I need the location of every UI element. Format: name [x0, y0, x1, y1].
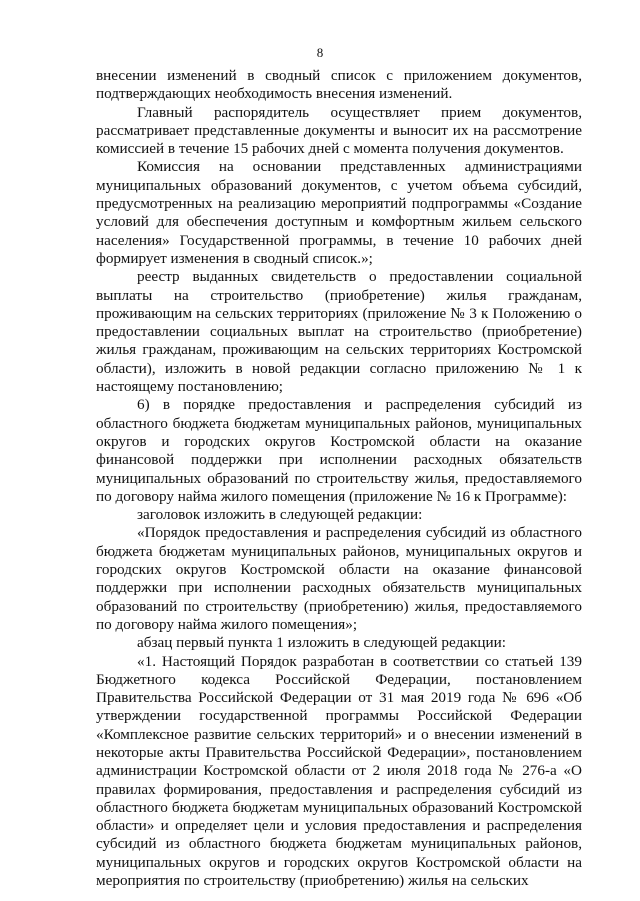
document-body [96, 67, 582, 890]
paragraph: внесении изменений в сводный список с приложением документов, подтверждающих необходимость внесения изменений. [96, 67, 582, 103]
paragraph: Комиссия на основании представленных администрациями муниципальных образований документов, с учетом объема субсидий, предусмотренных на реализацию мероприятий подпрограммы «Создание условий для обеспечения доступным и комфортным жильем сельского населения» Государственной программы, в течение 10 рабочих дней формирует изменения в сводный список.»; [96, 158, 582, 267]
paragraph: реестр выданных свидетельств о предоставлении социальной выплаты на строительство (приобретение) жилья гражданам, проживающим на сельских территориях (приложение № 3 к Положению о предоставлении социальных выплат на строительство (приобретение) жилья гражданам, проживающим на сельских территориях Костромской области), изложить в новой редакции согласно приложению № 1 к настоящему постановлению; [96, 268, 582, 396]
paragraph: «Порядок предоставления и распределения субсидий из областного бюджета бюджетам муниципальных районов, муниципальных округов и городских округов Костромской области на оказание финансовой поддержки при исполнении расходных обязательств муниципальных образований по строительству (приобретению) жилья, предоставляемого по договору найма жилого помещения»; [96, 524, 582, 633]
page-number: 8 [316, 45, 324, 60]
paragraph: «1. Настоящий Порядок разработан в соответствии со статьей 139 Бюджетного кодекса Российской Федерации, постановлением Правительства Российской Федерации от 31 мая 2019 года № 696 «Об утверждении государственной программы Российской Федерации «Комплексное развитие сельских территорий» и о внесении изменений в некоторые акты Правительства Российской Федерации», постановлением администрации Костромской области от 2 июля 2018 года № 276-а «О правилах формирования, предоставления и распределения субсидий из областного бюджета бюджетам муниципальных образований Костромской области» и определяет цели и условия предоставления и распределения субсидий из областного бюджета бюджетам муниципальных районов, муниципальных округов и городских округов Костромской области на мероприятия по строительству (приобретению) жилья на сельских [96, 652, 582, 890]
paragraph: 6) в порядке предоставления и распределения субсидий из областного бюджета бюджетам муниципальных районов, муниципальных округов и городских округов Костромской области на оказание финансовой поддержки при исполнении расходных обязательств муниципальных образований по строительству жилья, предоставляемого по договору найма жилого помещения (приложение № 16 к Программе): [96, 396, 582, 505]
paragraph: заголовок изложить в следующей редакции: [137, 506, 423, 524]
paragraph: Главный распорядитель осуществляет прием документов, рассматривает представленные документы и выносит их на рассмотрение комиссией в течение 15 рабочих дней с момента получения документов. [96, 103, 582, 158]
paragraph: абзац первый пункта 1 изложить в следующей редакции: [137, 634, 507, 652]
